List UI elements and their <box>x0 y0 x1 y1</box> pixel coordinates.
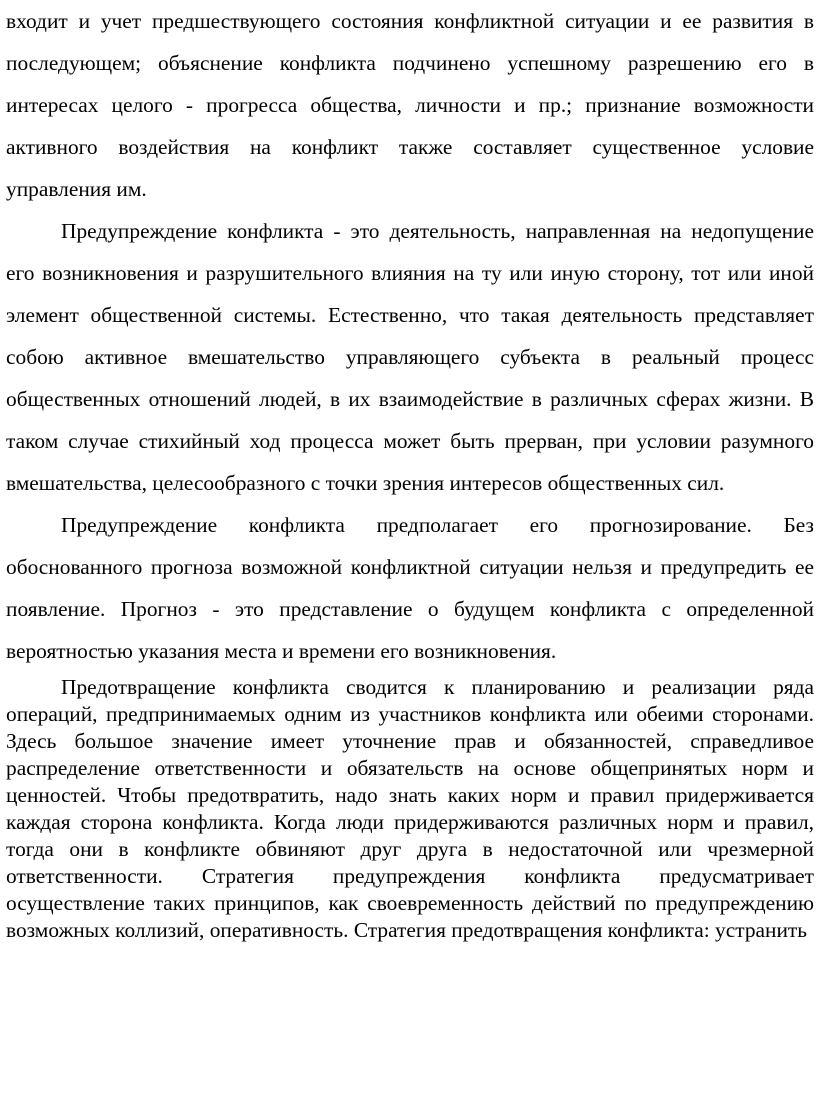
paragraph-conflict-averting: Предотвращение конфликта сводится к планированию и реализации ряда операций, предпринимаемых одним из участников конфликта или обеими сторонами. Здесь большое значение имеет уточнение прав и обязанностей, справедливое распределение ответственности и обязательств на основе общепринятых норм и ценностей. Чтобы предотвратить, надо знать каких норм и правил придерживается каждая сторона конфликта. Когда люди придерживаются различных норм и правил, тогда они в конфликте обвиняют друг друга в недостаточной или чрезмерной ответственности. Стратегия предупреждения конфликта предусматривает осуществление таких принципов, как своевременность действий по предупреждению возможных коллизий, оперативность. Стратегия предотвращения конфликта: устранить <box>6 675 814 942</box>
paragraph-continuation: входит и учет предшествующего состояния конфликтной ситуации и ее развития в последующем; объяснение конфликта подчинено успешному разрешению его в интересах целого - прогресса общества, личности и пр.; признание возможности активного воздействия на конфликт также составляет существенное условие управления им. <box>6 9 814 201</box>
paragraph-conflict-forecasting: Предупреждение конфликта предполагает его прогнозирование. Без обоснованного прогноза возможной конфликтной ситуации нельзя и предупредить ее появление. Прогноз - это представление о будущем конфликта с определенной вероятностью указания места и времени его возникновения. <box>6 513 814 663</box>
document-page <box>6 0 814 944</box>
paragraph-conflict-prevention-definition: Предупреждение конфликта - это деятельность, направленная на недопущение его возникновения и разрушительного влияния на ту или иную сторону, тот или иной элемент общественной системы. Естественно, что такая деятельность представляет собою активное вмешательство управляющего субъекта в реальный процесс общественных отношений людей, в их взаимодействие в различных сферах жизни. В таком случае стихийный ход процесса может быть прерван, при условии разумного вмешательства, целесообразного с точки зрения интересов общественных сил. <box>6 219 814 495</box>
